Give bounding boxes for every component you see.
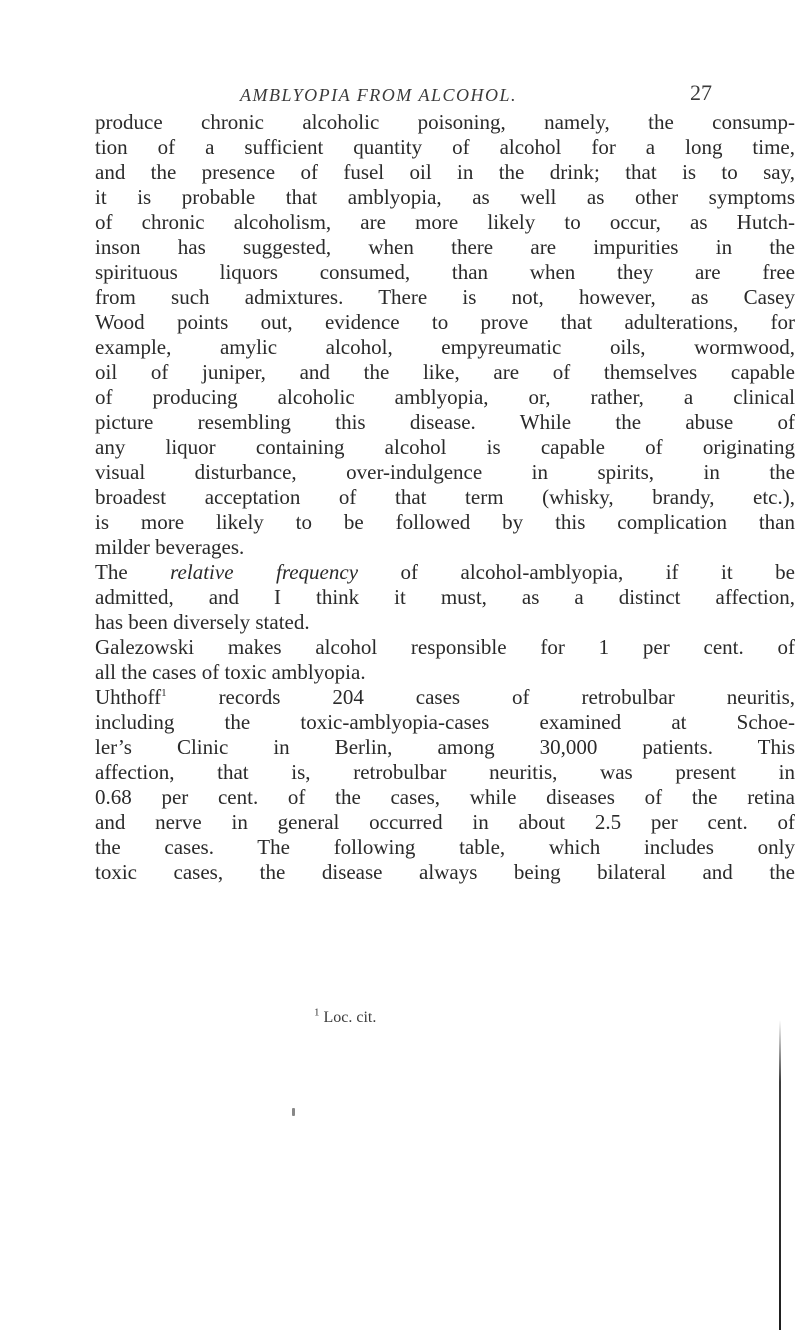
text-line: example, amylic alcohol, empyreumatic oils, wormwood, [95,335,795,359]
text-line: the cases. The following table, which includes only [95,835,795,859]
text-line: from such admixtures. There is not, however, as Casey [95,285,795,309]
text-line: it is probable that amblyopia, as well as other symptoms [95,185,795,209]
text-line: toxic cases, the disease always being bilateral and the [95,860,795,884]
footnote-marker: 1 [161,687,167,699]
text-line: picture resembling this disease. While the abuse of [95,410,795,434]
scan-speck [292,1108,295,1116]
text-line: admitted, and I think it must, as a distinct affection, [95,585,795,609]
italic-phrase: relative frequency [170,560,359,584]
text-line: produce chronic alcoholic poisoning, namely, the consump- [95,110,795,134]
text-segment: records 204 cases of retrobulbar neuritis, [166,685,795,709]
text-line: visual disturbance, over-indulgence in spirits, in the [95,460,795,484]
footnote [314,1006,377,1027]
text-line: 0.68 per cent. of the cases, while diseases of the retina [95,785,795,809]
text-line: is more likely to be followed by this complication than [95,510,795,534]
text-line: milder beverages. [95,535,245,559]
text-line: oil of juniper, and the like, are of themselves capable [95,360,795,384]
text-line: spirituous liquors consumed, than when they are free [95,260,795,284]
text-line: ler’s Clinic in Berlin, among 30,000 patients. This [95,735,795,759]
footnote-text: Loc. cit. [319,1009,377,1026]
footnote-number: 1 [314,1006,320,1019]
text-line: has been diversely stated. [95,610,310,634]
body-text [95,110,795,885]
text-line: of producing alcoholic amblyopia, or, rather, a clinical [95,385,795,409]
text-line: Galezowski makes alcohol responsible for 1 per cent. of [95,635,795,659]
text-line: any liquor containing alcohol is capable of originating [95,435,795,459]
text-line: inson has suggested, when there are impurities in the [95,235,795,259]
text-line: all the cases of toxic amblyopia. [95,660,366,684]
text-line: affection, that is, retrobulbar neuritis, was present in [95,760,795,784]
text-line: Wood points out, evidence to prove that adulterations, for [95,310,795,334]
text-segment: The [95,560,171,584]
text-line: and the presence of fusel oil in the drink; that is to say, [95,160,795,184]
text-line: broadest acceptation of that term (whisky, brandy, etc.), [95,485,795,509]
author-name: Uhthoff [95,685,162,709]
text-line: of chronic alcoholism, are more likely to occur, as Hutch- [95,210,795,234]
text-line: tion of a sufficient quantity of alcohol for a long time, [95,135,795,159]
running-title: AMBLYOPIA FROM ALCOHOL. [240,85,517,105]
text-segment: of alcohol-amblyopia, if it be [358,560,796,584]
text-line: including the toxic-amblyopia-cases examined at Schoe- [95,710,795,734]
text-line [95,560,795,585]
page-number: 27 [690,80,712,105]
scan-edge-line [779,1020,781,1330]
text-line: and nerve in general occurred in about 2.5 per cent. of [95,810,795,834]
text-line [95,685,795,710]
